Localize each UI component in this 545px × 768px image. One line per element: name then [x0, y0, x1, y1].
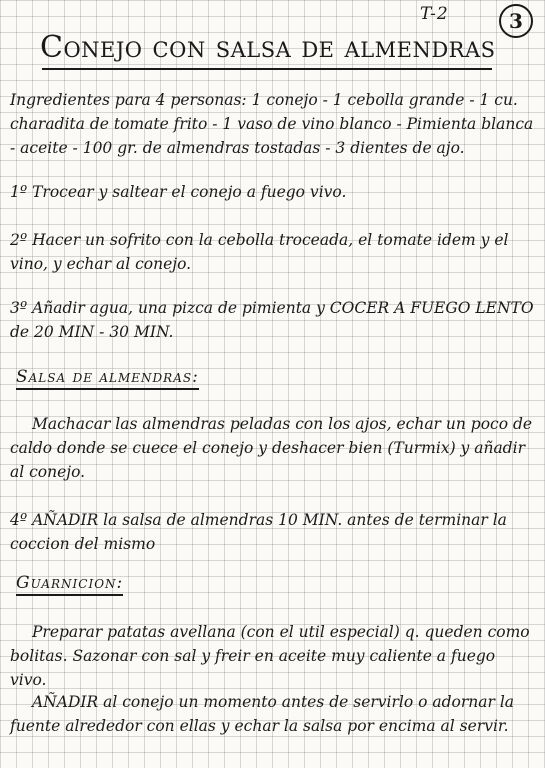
salsa-instructions: Machacar las almendras peladas con los ajos, echar un poco de caldo donde se cuece el conejo y deshacer bien (Turmix) y añadir al conejo.: [10, 415, 533, 481]
salsa-heading: Salsa de almendras:: [16, 366, 199, 390]
title-underline: [42, 68, 492, 70]
ingredients-list: Ingredientes para 4 personas: 1 conejo - 1 cebolla grande - 1 cu. charadita de tomate frito - 1 vaso de vino blanco - Pimienta blanca - aceite - 100 gr. de almendras tostadas - 3 dientes de ajo.: [10, 91, 534, 157]
guarnicion-heading: Guarnicion:: [16, 572, 123, 596]
step-4: 4º AÑADIR la salsa de almendras 10 MIN. antes de terminar la coccion del mismo: [10, 511, 507, 553]
step-1: 1º Trocear y saltear el conejo a fuego vivo.: [10, 183, 347, 201]
guarnicion-instructions: Preparar patatas avellana (con el util especial) q. queden como bolitas. Sazonar con sal y freir en aceite muy caliente a fuego vivo.: [10, 623, 530, 689]
page-number-badge: 3: [499, 4, 533, 38]
step-2: 2º Hacer un sofrito con la cebolla troceada, el tomate idem y el vino, y echar al conejo.: [10, 231, 509, 273]
reference-code: T-2: [420, 4, 449, 24]
recipe-title: Conejo con salsa de almendras: [40, 30, 496, 65]
guarnicion-serving: AÑADIR al conejo un momento antes de servirlo o adornar la fuente alrededor con ellas y echar la salsa por encima al servir.: [10, 693, 515, 735]
step-3: 3º Añadir agua, una pizca de pimienta y COCER A FUEGO LENTO de 20 MIN - 30 MIN.: [10, 299, 534, 341]
